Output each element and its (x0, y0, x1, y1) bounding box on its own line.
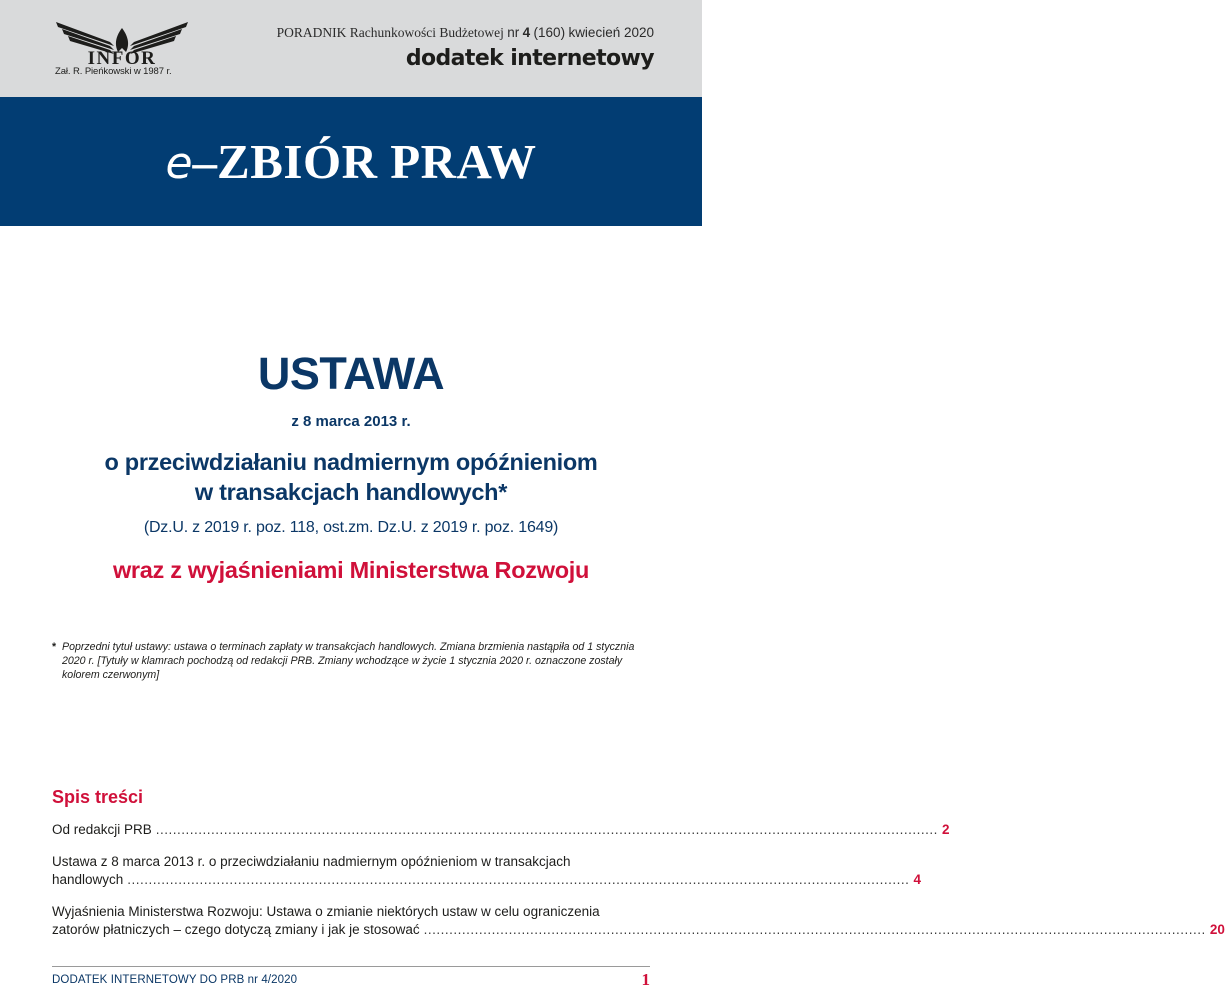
footnote (52, 640, 650, 682)
law-subject (0, 447, 702, 507)
footnote-text: Poprzedni tytuł ustawy: ustawa o terminach zapłaty w transakcjach handlowych. Zmiana brzmienia nastąpiła od 1 stycznia 2020 r. [Tytuły w klamrach pochodzą od redakcji PRB. Zmiany wchodzące w życie 1 stycznia 2020 r. oznaczone zostały kolorem czerwonym] (62, 641, 635, 681)
law-references: (Dz.U. z 2019 r. poz. 118, ost.zm. Dz.U. z 2019 r. poz. 1649) (143, 519, 559, 536)
band-name: ZBIÓR PRAW (217, 134, 537, 189)
toc-entry-ministry[interactable] (52, 903, 1225, 939)
band-prefix: e (165, 138, 193, 189)
toc-entry-title-line1: Wyjaśnienia Ministerstwa Rozwoju: Ustawa o zmianie niektórych ustaw w celu ograniczenia (52, 904, 600, 919)
issue-line (277, 25, 654, 41)
toc-page-number: 2 (941, 822, 950, 837)
issue-date: kwiecień 2020 (568, 25, 654, 40)
law-explanations: wraz z wyjaśnieniami Ministerstwa Rozwoju (112, 557, 590, 583)
toc-leader-dots: ........................................................................................................................................................................................ (423, 922, 1206, 937)
toc-entry-title-line2: zatorów płatniczych – czego dotyczą zmiany i jak je stosować (52, 922, 420, 937)
band-dash: – (192, 134, 218, 189)
footer-publication: DODATEK INTERNETOWY DO PRB nr 4/2020 (52, 974, 298, 986)
addon-label: dodatek internetowy (405, 46, 654, 71)
table-of-contents (52, 821, 1225, 953)
logo-wordmark: INFOR (87, 48, 157, 69)
toc-leader-dots: ........................................................................................................................................................................................ (127, 872, 910, 887)
toc-leader-dots: ........................................................................................................................................................................................ (155, 822, 938, 837)
toc-page-number: 20 (1209, 922, 1225, 937)
footer-divider (52, 966, 650, 967)
law-subject-line2: w transakcjach handlowych* (194, 479, 508, 505)
toc-entry-editorial[interactable] (52, 821, 950, 839)
toc-entry-title-line1: Ustawa z 8 marca 2013 r. o przeciwdziałaniu nadmiernym opóźnieniom w transakcjach (52, 854, 571, 869)
issue-series: PORADNIK Rachunkowości Budżetowej (276, 25, 504, 40)
band-title (0, 132, 702, 194)
law-subject-line1: o przeciwdziałaniu nadmiernym opóźnieniom (104, 449, 598, 475)
toc-entry-title-line2: handlowych (52, 872, 124, 887)
law-title: USTAWA (257, 348, 445, 399)
toc-entry-law[interactable] (52, 853, 921, 889)
footer-page-number: 1 (641, 970, 650, 989)
issue-nr: 4 (522, 25, 531, 40)
toc-page-number: 4 (913, 872, 921, 887)
page-header (0, 0, 702, 97)
law-date: z 8 marca 2013 r. (291, 413, 411, 430)
toc-heading: Spis treści (52, 787, 144, 807)
toc-entry-title: Od redakcji PRB (52, 822, 152, 837)
logo-subtitle: Zał. R. Pieńkowski w 1987 r. (55, 66, 172, 77)
issue-nr-label: nr (507, 25, 520, 40)
issue-number-paren: (160) (533, 25, 566, 40)
footnote-marker: * (52, 641, 57, 653)
